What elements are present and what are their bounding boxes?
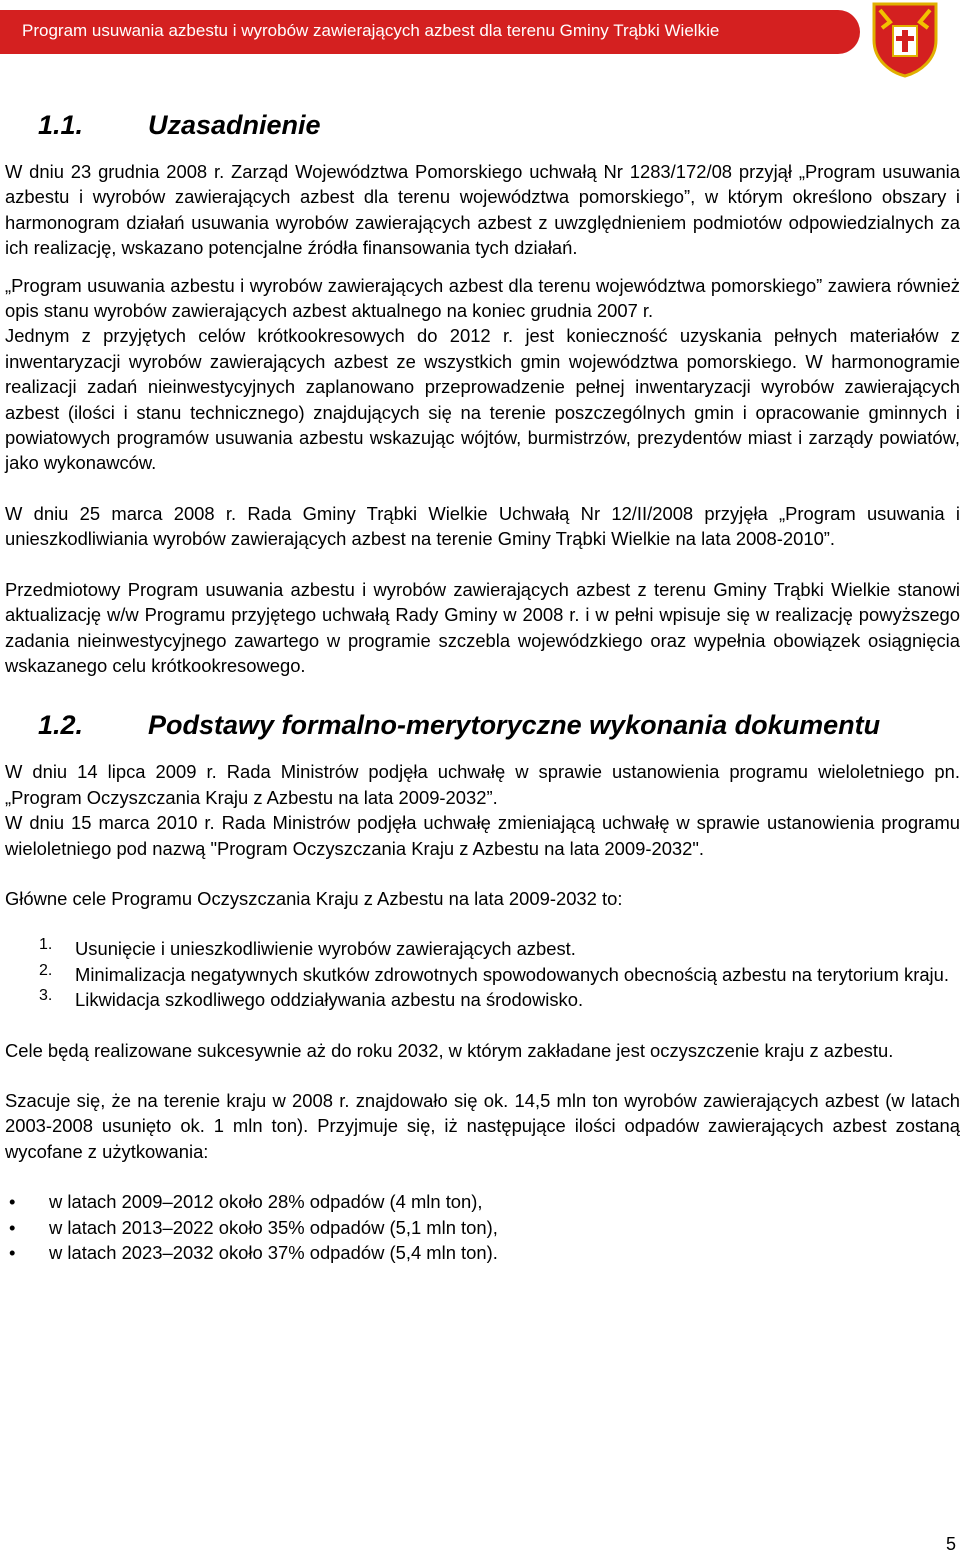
- bullet-item: • w latach 2013–2022 około 35% odpadów (5,1 mln ton),: [9, 1216, 498, 1238]
- paragraph: Jednym z przyjętych celów krótkookresowych do 2012 r. jest konieczność uzyskania pełnych materiałów z inwentaryzacji wyrobów zawierających azbest ze wszystkich gmin województwa pomorskiego. W harmonogramie realizacji zadań nieinwestycyjnych zaplanowano przeprowadzenie pełnej inwentaryzacji wyrobów zawierających azbest (ilości i stanu technicznego) znajdujących się na terenie poszczególnych gmin i opracowanie gminnych i powiatowych programów usuwania azbestu wskazując wójtów, burmistrzów, prezydentów miast i zarządy powiatów, jako wykonawców.: [5, 325, 960, 474]
- section-heading-2: [38, 710, 960, 741]
- paragraph: „Program usuwania azbestu i wyrobów zawierających azbest dla terenu województwa pomorskiego” zawiera również opis stanu wyrobów zawierających azbest aktualnego na koniec grudnia 2007 r.: [5, 274, 960, 322]
- list-item: 3. Likwidacja szkodliwego oddziaływania azbestu na środowisko.: [39, 987, 584, 1011]
- section-title: Uzasadnienie: [148, 110, 321, 140]
- paragraph: Przedmiotowy Program usuwania azbestu i wyrobów zawierających azbest z terenu Gminy Trąbki Wielkie stanowi aktualizację w/w Programu przyjętego uchwałą Rady Gminy w 2008 r. i w pełni wpisuje się w realizację powyższego zadania nieinwestycyjnego zawartego w programie szczebla wojewódzkiego oraz wypełnia obowiązek osiągnięcia wskazanego celu krótkookresowego.: [5, 578, 960, 676]
- section-number: 1.2.: [38, 710, 84, 741]
- header-title: Program usuwania azbestu i wyrobów zawierających azbest dla terenu Gminy Trąbki Wielkie: [22, 21, 720, 40]
- section-heading-1: [38, 110, 960, 141]
- section-number: 1.1.: [38, 110, 84, 140]
- section-title: Podstawy formalno-merytoryczne wykonania dokumentu: [148, 710, 881, 741]
- coat-of-arms-icon: [866, 0, 944, 78]
- content: [5, 100, 960, 1265]
- paragraph: W dniu 15 marca 2010 r. Rada Ministrów podjęła uchwałę zmieniającą uchwałę w sprawie ustanowienia programu wieloletniego pod nazwą "Program Oczyszczania Kraju z Azbestu na lata 2009-2032".: [5, 812, 960, 859]
- paragraph: W dniu 25 marca 2008 r. Rada Gminy Trąbki Wielkie Uchwałą Nr 12/II/2008 przyjęła „Program usuwania i unieszkodliwiania wyrobów zawierających azbest na terenie Gminy Trąbki Wielkie na lata 2008-2010”.: [5, 502, 960, 550]
- list-item: 2. Minimalizacja negatywnych skutków zdrowotnych spowodowanych obecnością azbestu na terytorium kraju.: [39, 961, 949, 985]
- paragraph: Szacuje się, że na terenie kraju w 2008 r. znajdowało się ok. 14,5 mln ton wyrobów zawierających azbest (w latach 2003-2008 usunięto ok. 1 mln ton). Przyjmuje się, iż następujące ilości odpadów zawierających azbest zostaną wycofane z użytkowania:: [5, 1089, 960, 1162]
- paragraph: Cele będą realizowane sukcesywnie aż do roku 2032, w którym zakładane jest oczyszczenie kraju z azbestu.: [5, 1039, 894, 1061]
- page-header: [0, 0, 960, 70]
- paragraph: W dniu 14 lipca 2009 r. Rada Ministrów podjęła uchwałę w sprawie ustanowienia programu wieloletniego pn. „Program Oczyszczania Kraju z Azbestu na lata 2009-2032”.: [5, 761, 960, 808]
- paragraph: W dniu 23 grudnia 2008 r. Zarząd Województwa Pomorskiego uchwałą Nr 1283/172/08 przyjął „Program usuwania azbestu i wyrobów zawierających azbest dla terenu województwa pomorskiego”, w którym określono obszary i harmonogram działań usuwania wyrobów zawierających azbest z uwzględnieniem podmiotów odpowiedzialnych za ich realizację, wskazano potencjalne źródła finansowania tych działań.: [5, 161, 960, 259]
- list-item: 1. Usunięcie i unieszkodliwienie wyrobów zawierających azbest.: [39, 936, 576, 960]
- paragraph: Główne cele Programu Oczyszczania Kraju z Azbestu na lata 2009-2032 to:: [5, 887, 623, 909]
- bullet-item: • w latach 2023–2032 około 37% odpadów (5,4 mln ton).: [9, 1242, 498, 1263]
- page-number: 5: [945, 1534, 956, 1554]
- bullet-item: • w latach 2009–2012 około 28% odpadów (4 mln ton),: [9, 1191, 483, 1213]
